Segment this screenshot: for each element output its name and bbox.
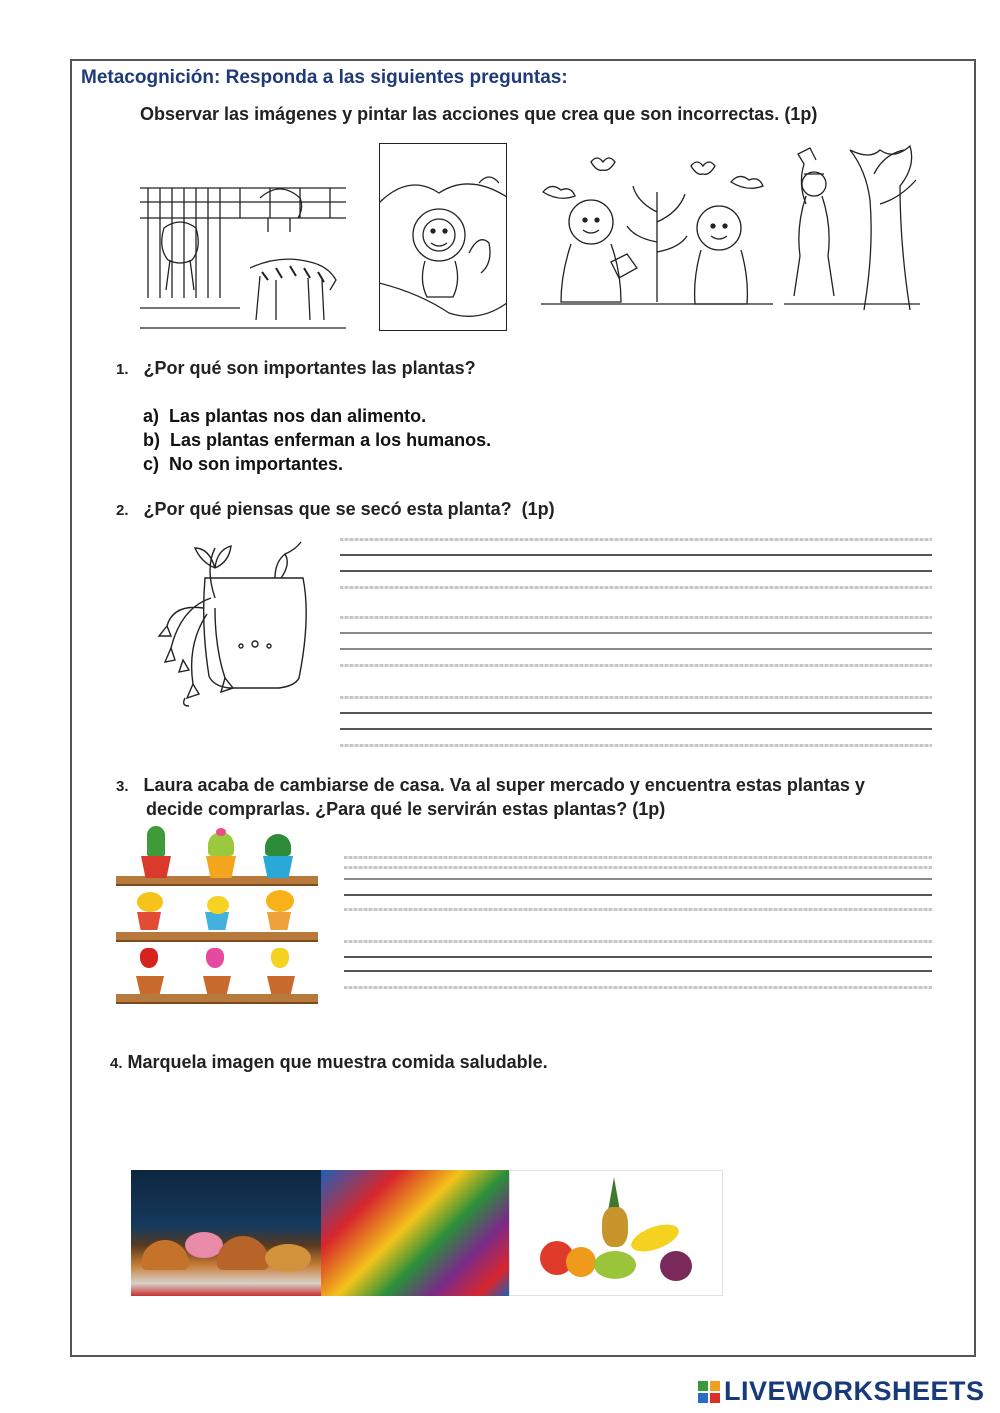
candy-snacks-image[interactable] (321, 1170, 509, 1296)
man-cutting-tree-image[interactable] (784, 134, 920, 310)
question-2: 2. ¿Por qué piensas que se secó esta planta? (1p) (116, 499, 555, 519)
brand-logo: LIVEWORKSHEETS (724, 1376, 985, 1406)
question-1: 1. ¿Por qué son importantes las plantas? (116, 358, 476, 378)
page-title: Metacognición: Responda a las siguientes preguntas: (81, 67, 568, 88)
fast-food-image[interactable] (131, 1170, 321, 1296)
instruction: Observar las imágenes y pintar las acciones que crea que son incorrectas. (1p) (140, 104, 818, 124)
fresh-fruit-image[interactable] (509, 1170, 723, 1296)
question-4: 4. Marquela imagen que muestra comida saludable. (110, 1052, 548, 1072)
option-c[interactable]: c) No son importantes. (143, 454, 344, 474)
question-3-line-2: decide comprarlas. ¿Para qué le servirán estas plantas? (1p) (146, 799, 666, 819)
liveworksheets-logo-icon (698, 1381, 720, 1403)
option-a[interactable]: a) Las plantas nos dan alimento. (143, 406, 427, 426)
option-b[interactable]: b) Las plantas enferman a los humanos. (143, 430, 492, 450)
question-3-line-1: 3. Laura acaba de cambiarse de casa. Va al super mercado y encuentra estas plantas y (116, 775, 865, 795)
answer-lines-q2[interactable] (340, 538, 932, 748)
answer-lines-q3[interactable] (344, 856, 932, 992)
cartoon-lion-image[interactable] (379, 143, 507, 331)
children-planting-image[interactable] (541, 152, 773, 312)
dried-plant-image (155, 538, 313, 710)
zoo-cage-image[interactable] (140, 168, 346, 334)
